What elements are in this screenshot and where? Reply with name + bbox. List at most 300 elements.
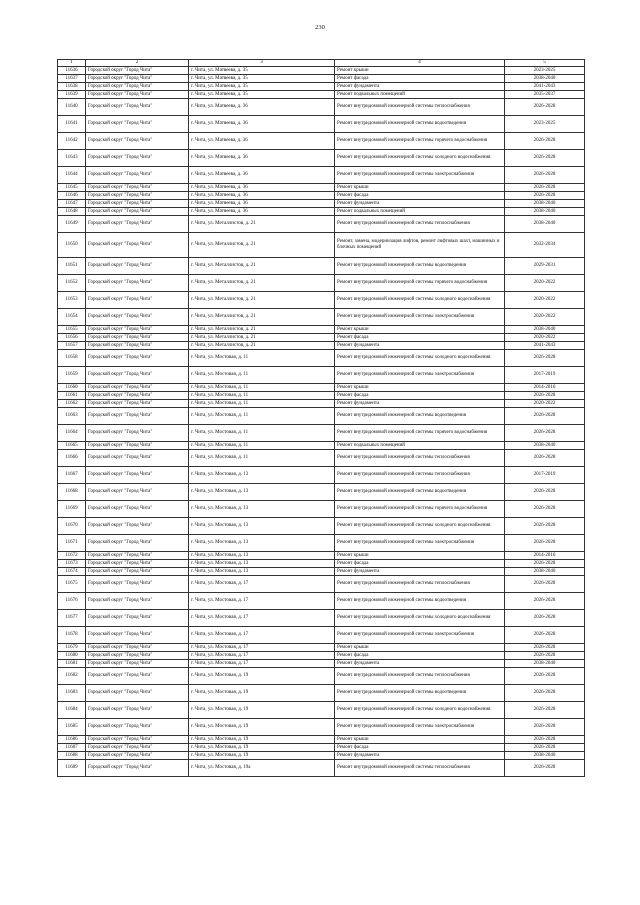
period-cell: 2020-2022 <box>505 334 585 342</box>
row-number: 11640 <box>58 99 86 116</box>
work-type-cell: Ремонт фасада <box>335 334 505 342</box>
period-cell: 2026-2028 <box>505 133 585 150</box>
row-number: 11657 <box>58 342 86 350</box>
work-type-cell: Ремонт фасада <box>335 392 505 400</box>
row-number: 11683 <box>58 685 86 702</box>
address-cell: г. Чита, ул. Мостовая, д. 13 <box>189 535 335 552</box>
row-number: 11661 <box>58 392 86 400</box>
work-type-cell: Ремонт фундамента <box>335 342 505 350</box>
municipality-cell: Городской округ "Город Чита" <box>86 644 189 652</box>
work-type-cell: Ремонт внутридомовой инженерной системы холодного водоснабжения <box>335 150 505 167</box>
table-row <box>58 685 585 702</box>
row-number: 11674 <box>58 568 86 576</box>
address-cell: г. Чита, ул. Мостовая, д. 17 <box>189 610 335 627</box>
row-number: 11668 <box>58 484 86 501</box>
municipality-cell: Городской округ "Город Чита" <box>86 334 189 342</box>
work-type-cell: Ремонт внутридомовой инженерной системы холодного водоснабжения <box>335 702 505 719</box>
table-row <box>58 736 585 744</box>
period-cell: 2041-2043 <box>505 83 585 91</box>
address-cell: г. Чита, ул. Матвеева, д. 36 <box>189 99 335 116</box>
work-type-cell: Ремонт крыши <box>335 326 505 334</box>
row-number: 11656 <box>58 334 86 342</box>
address-cell: г. Чита, ул. Матвеева, д. 35 <box>189 75 335 83</box>
address-cell: г. Чита, ул. Металлистов, д. 21 <box>189 342 335 350</box>
period-cell: 2026-2028 <box>505 501 585 518</box>
municipality-cell: Городской округ "Город Чита" <box>86 133 189 150</box>
row-number: 11658 <box>58 350 86 367</box>
work-type-cell: Ремонт внутридомовой инженерной системы теплоснабжения <box>335 99 505 116</box>
period-cell: 2038-2040 <box>505 208 585 216</box>
municipality-cell: Городской округ "Город Чита" <box>86 568 189 576</box>
period-cell: 2038-2040 <box>505 568 585 576</box>
municipality-cell: Городской округ "Город Чита" <box>86 192 189 200</box>
row-number: 11655 <box>58 326 86 334</box>
row-number: 11650 <box>58 233 86 258</box>
row-number: 11671 <box>58 535 86 552</box>
period-cell: 2026-2028 <box>505 150 585 167</box>
work-type-cell: Ремонт внутридомовой инженерной системы водоотведения <box>335 484 505 501</box>
period-cell: 2029-2031 <box>505 258 585 275</box>
municipality-cell: Городской округ "Город Чита" <box>86 576 189 593</box>
column-header: 1 <box>58 60 86 67</box>
address-cell: г. Чита, ул. Матвеева, д. 36 <box>189 133 335 150</box>
work-type-cell: Ремонт, замена, модернизация лифтов, ремонт лифтовых шахт, машинных и блочных помещений <box>335 233 505 258</box>
row-number: 11648 <box>58 208 86 216</box>
municipality-cell: Городской округ "Город Чита" <box>86 744 189 752</box>
municipality-cell: Городской округ "Город Чита" <box>86 167 189 184</box>
municipality-cell: Городской округ "Город Чита" <box>86 702 189 719</box>
address-cell: г. Чита, ул. Металлистов, д. 21 <box>189 258 335 275</box>
municipality-cell: Городской округ "Город Чита" <box>86 216 189 233</box>
period-cell: 2041-2043 <box>505 342 585 350</box>
period-cell: 2032-2034 <box>505 233 585 258</box>
work-type-cell: Ремонт внутридомовой инженерной системы теплоснабжения <box>335 760 505 777</box>
period-cell: 2026-2028 <box>505 760 585 777</box>
period-cell: 2014-2016 <box>505 384 585 392</box>
table-row <box>58 535 585 552</box>
work-type-cell: Ремонт фасада <box>335 744 505 752</box>
address-cell: г. Чита, ул. Матвеева, д. 36 <box>189 116 335 133</box>
work-type-cell: Ремонт внутридомовой инженерной системы электроснабжения <box>335 719 505 736</box>
address-cell: г. Чита, ул. Мостовая, д. 13 <box>189 501 335 518</box>
municipality-cell: Городской округ "Город Чита" <box>86 400 189 408</box>
period-cell: 2026-2028 <box>505 610 585 627</box>
municipality-cell: Городской округ "Город Чита" <box>86 501 189 518</box>
municipality-cell: Городской округ "Город Чита" <box>86 484 189 501</box>
municipality-cell: Городской округ "Город Чита" <box>86 91 189 99</box>
period-cell: 2026-2028 <box>505 668 585 685</box>
table-row <box>58 133 585 150</box>
municipality-cell: Городской округ "Город Чита" <box>86 736 189 744</box>
municipality-cell: Городской округ "Город Чита" <box>86 442 189 450</box>
address-cell: г. Чита, ул. Мостовая, д. 11 <box>189 450 335 467</box>
work-type-cell: Ремонт внутридомовой инженерной системы водоотведения <box>335 116 505 133</box>
work-type-cell: Ремонт крыши <box>335 736 505 744</box>
address-cell: г. Чита, ул. Мостовая, д. 17 <box>189 660 335 668</box>
period-cell: 2023-2025 <box>505 116 585 133</box>
row-number: 11670 <box>58 518 86 535</box>
row-number: 11675 <box>58 576 86 593</box>
municipality-cell: Городской округ "Город Чита" <box>86 99 189 116</box>
row-number: 11689 <box>58 760 86 777</box>
period-cell: 2026-2028 <box>505 593 585 610</box>
municipality-cell: Городской округ "Город Чита" <box>86 67 189 75</box>
address-cell: г. Чита, ул. Мостовая, д. 11 <box>189 350 335 367</box>
period-cell: 2035-2037 <box>505 91 585 99</box>
row-number: 11667 <box>58 467 86 484</box>
address-cell: г. Чита, ул. Мостовая, д. 11 <box>189 400 335 408</box>
table-row <box>58 568 585 576</box>
period-cell: 2026-2028 <box>505 184 585 192</box>
work-type-cell: Ремонт подвальных помещений <box>335 442 505 450</box>
work-type-cell: Ремонт внутридомовой инженерной системы холодного водоснабжения <box>335 292 505 309</box>
municipality-cell: Городской округ "Город Чита" <box>86 258 189 275</box>
row-number: 11681 <box>58 660 86 668</box>
row-number: 11677 <box>58 610 86 627</box>
work-type-cell: Ремонт внутридомовой инженерной системы водоотведения <box>335 593 505 610</box>
work-type-cell: Ремонт внутридомовой инженерной системы холодного водоснабжения <box>335 518 505 535</box>
period-cell: 2017-2019 <box>505 467 585 484</box>
address-cell: г. Чита, ул. Мостовая, д. 17 <box>189 576 335 593</box>
work-type-cell: Ремонт внутридомовой инженерной системы холодного водоснабжения <box>335 350 505 367</box>
table-row <box>58 593 585 610</box>
address-cell: г. Чита, ул. Мостовая, д. 11 <box>189 384 335 392</box>
row-number: 11687 <box>58 744 86 752</box>
municipality-cell: Городской округ "Город Чита" <box>86 233 189 258</box>
period-cell: 2026-2028 <box>505 425 585 442</box>
table-row <box>58 208 585 216</box>
work-type-cell: Ремонт внутридомовой инженерной системы теплоснабжения <box>335 467 505 484</box>
row-number: 11673 <box>58 560 86 568</box>
row-number: 11652 <box>58 275 86 292</box>
work-type-cell: Ремонт внутридомовой инженерной системы холодного водоснабжения <box>335 610 505 627</box>
address-cell: г. Чита, ул. Мостовая, д. 11 <box>189 442 335 450</box>
period-cell: 2026-2028 <box>505 392 585 400</box>
municipality-cell: Городской округ "Город Чита" <box>86 184 189 192</box>
table-row <box>58 367 585 384</box>
work-type-cell: Ремонт внутридомовой инженерной системы теплоснабжения <box>335 576 505 593</box>
address-cell: г. Чита, ул. Мостовая, д. 11 <box>189 392 335 400</box>
period-cell: 2026-2028 <box>505 576 585 593</box>
municipality-cell: Городской округ "Город Чита" <box>86 450 189 467</box>
table-row <box>58 560 585 568</box>
municipality-cell: Городской округ "Город Чита" <box>86 292 189 309</box>
row-number: 11660 <box>58 384 86 392</box>
period-cell: 2026-2028 <box>505 518 585 535</box>
municipality-cell: Городской округ "Город Чита" <box>86 610 189 627</box>
address-cell: г. Чита, ул. Мостовая, д. 13 <box>189 552 335 560</box>
row-number: 11678 <box>58 627 86 644</box>
municipality-cell: Городской округ "Город Чита" <box>86 652 189 660</box>
row-number: 11659 <box>58 367 86 384</box>
address-cell: г. Чита, ул. Матвеева, д. 35 <box>189 83 335 91</box>
period-cell: 2038-2040 <box>505 442 585 450</box>
work-type-cell: Ремонт фундамента <box>335 660 505 668</box>
work-type-cell: Ремонт фасада <box>335 75 505 83</box>
municipality-cell: Городской округ "Город Чита" <box>86 83 189 91</box>
municipality-cell: Городской округ "Город Чита" <box>86 552 189 560</box>
address-cell: г. Чита, ул. Матвеева, д. 35 <box>189 91 335 99</box>
period-cell: 2026-2028 <box>505 652 585 660</box>
work-type-cell: Ремонт внутридомовой инженерной системы электроснабжения <box>335 167 505 184</box>
address-cell: г. Чита, ул. Металлистов, д. 21 <box>189 216 335 233</box>
period-cell: 2026-2028 <box>505 627 585 644</box>
row-number: 11669 <box>58 501 86 518</box>
address-cell: г. Чита, ул. Матвеева, д. 36 <box>189 200 335 208</box>
row-number: 11643 <box>58 150 86 167</box>
address-cell: г. Чита, ул. Мостовая, д. 19 <box>189 736 335 744</box>
row-number: 11682 <box>58 668 86 685</box>
municipality-cell: Городской округ "Город Чита" <box>86 668 189 685</box>
municipality-cell: Городской округ "Город Чита" <box>86 275 189 292</box>
table-row <box>58 501 585 518</box>
period-cell: 2026-2028 <box>505 192 585 200</box>
work-type-cell: Ремонт внутридомовой инженерной системы электроснабжения <box>335 367 505 384</box>
work-type-cell: Ремонт внутридомовой инженерной системы водоотведения <box>335 685 505 702</box>
row-number: 11639 <box>58 91 86 99</box>
address-cell: г. Чита, ул. Мостовая, д. 13 <box>189 518 335 535</box>
table-row <box>58 442 585 450</box>
municipality-cell: Городской округ "Город Чита" <box>86 560 189 568</box>
period-cell: 2020-2022 <box>505 309 585 326</box>
municipality-cell: Городской округ "Город Чита" <box>86 309 189 326</box>
address-cell: г. Чита, ул. Мостовая, д. 13 <box>189 568 335 576</box>
table-row <box>58 150 585 167</box>
table-row <box>58 744 585 752</box>
row-number: 11680 <box>58 652 86 660</box>
municipality-cell: Городской округ "Город Чита" <box>86 342 189 350</box>
work-type-cell: Ремонт подвальных помещений <box>335 208 505 216</box>
work-type-cell: Ремонт внутридомовой инженерной системы теплоснабжения <box>335 450 505 467</box>
work-type-cell: Ремонт крыши <box>335 552 505 560</box>
address-cell: г. Чита, ул. Матвеева, д. 36 <box>189 150 335 167</box>
address-cell: г. Чита, ул. Металлистов, д. 21 <box>189 326 335 334</box>
address-cell: г. Чита, ул. Мостовая, д. 17 <box>189 593 335 610</box>
work-type-cell: Ремонт фундамента <box>335 200 505 208</box>
work-type-cell: Ремонт внутридомовой инженерной системы горячего водоснабжения <box>335 133 505 150</box>
row-number: 11636 <box>58 67 86 75</box>
work-type-cell: Ремонт крыши <box>335 384 505 392</box>
work-type-cell: Ремонт фасада <box>335 652 505 660</box>
municipality-cell: Городской округ "Город Чита" <box>86 208 189 216</box>
table-body <box>58 67 585 777</box>
period-cell: 2026-2028 <box>505 484 585 501</box>
row-number: 11637 <box>58 75 86 83</box>
row-number: 11666 <box>58 450 86 467</box>
address-cell: г. Чита, ул. Мостовая, д. 13 <box>189 467 335 484</box>
period-cell: 2038-2040 <box>505 326 585 334</box>
period-cell: 2017-2019 <box>505 367 585 384</box>
municipality-cell: Городской округ "Город Чита" <box>86 392 189 400</box>
municipality-cell: Городской округ "Город Чита" <box>86 593 189 610</box>
period-cell: 2038-2040 <box>505 660 585 668</box>
municipality-cell: Городской округ "Город Чита" <box>86 627 189 644</box>
table-row <box>58 342 585 350</box>
municipality-cell: Городской округ "Город Чита" <box>86 116 189 133</box>
period-cell: 2038-2040 <box>505 216 585 233</box>
table-row <box>58 518 585 535</box>
table-row <box>58 184 585 192</box>
address-cell: г. Чита, ул. Матвеева, д. 35 <box>189 67 335 75</box>
work-type-cell: Ремонт внутридомовой инженерной системы электроснабжения <box>335 309 505 326</box>
table-row <box>58 384 585 392</box>
address-cell: г. Чита, ул. Матвеева, д. 36 <box>189 192 335 200</box>
row-number: 11685 <box>58 719 86 736</box>
period-cell: 2014-2016 <box>505 552 585 560</box>
work-type-cell: Ремонт внутридомовой инженерной системы горячего водоснабжения <box>335 501 505 518</box>
municipality-cell: Городской округ "Город Чита" <box>86 326 189 334</box>
period-cell: 2020-2022 <box>505 275 585 292</box>
address-cell: г. Чита, ул. Мостовая, д. 13 <box>189 484 335 501</box>
table-row <box>58 99 585 116</box>
row-number: 11662 <box>58 400 86 408</box>
address-cell: г. Чита, ул. Металлистов, д. 21 <box>189 233 335 258</box>
row-number: 11642 <box>58 133 86 150</box>
row-number: 11665 <box>58 442 86 450</box>
table-row <box>58 627 585 644</box>
municipality-cell: Городской округ "Город Чита" <box>86 367 189 384</box>
municipality-cell: Городской округ "Город Чита" <box>86 719 189 736</box>
row-number: 11654 <box>58 309 86 326</box>
column-header: 2 <box>86 60 189 67</box>
period-cell: 2023-2025 <box>505 67 585 75</box>
address-cell: г. Чита, ул. Мостовая, д. 13 <box>189 560 335 568</box>
period-cell: 2038-2040 <box>505 75 585 83</box>
period-cell: 2038-2040 <box>505 200 585 208</box>
address-cell: г. Чита, ул. Мостовая, д. 17 <box>189 627 335 644</box>
municipality-cell: Городской округ "Город Чита" <box>86 752 189 760</box>
municipality-cell: Городской округ "Город Чита" <box>86 535 189 552</box>
table-row <box>58 408 585 425</box>
address-cell: г. Чита, ул. Металлистов, д. 21 <box>189 292 335 309</box>
table-row <box>58 425 585 442</box>
period-cell: 2026-2028 <box>505 744 585 752</box>
address-cell: г. Чита, ул. Мостовая, д. 19 <box>189 668 335 685</box>
work-type-cell: Ремонт крыши <box>335 644 505 652</box>
table-row <box>58 258 585 275</box>
period-cell: 2026-2028 <box>505 350 585 367</box>
address-cell: г. Чита, ул. Мостовая, д. 19 <box>189 752 335 760</box>
row-number: 11686 <box>58 736 86 744</box>
table-row <box>58 644 585 652</box>
work-type-cell: Ремонт внутридомовой инженерной системы водоотведения <box>335 408 505 425</box>
row-number: 11647 <box>58 200 86 208</box>
row-number: 11653 <box>58 292 86 309</box>
municipality-cell: Городской округ "Город Чита" <box>86 760 189 777</box>
address-cell: г. Чита, ул. Матвеева, д. 36 <box>189 167 335 184</box>
table-row <box>58 75 585 83</box>
work-type-cell: Ремонт внутридомовой инженерной системы горячего водоснабжения <box>335 275 505 292</box>
row-number: 11676 <box>58 593 86 610</box>
address-cell: г. Чита, ул. Мостовая, д. 19а <box>189 760 335 777</box>
period-cell: 2026-2028 <box>505 450 585 467</box>
work-type-cell: Ремонт фасада <box>335 192 505 200</box>
row-number: 11646 <box>58 192 86 200</box>
table-row <box>58 760 585 777</box>
municipality-cell: Городской округ "Город Чита" <box>86 384 189 392</box>
address-cell: г. Чита, ул. Мостовая, д. 19 <box>189 702 335 719</box>
period-cell: 2026-2028 <box>505 736 585 744</box>
table-row <box>58 91 585 99</box>
table-row <box>58 292 585 309</box>
table-row <box>58 610 585 627</box>
row-number: 11644 <box>58 167 86 184</box>
municipality-cell: Городской округ "Город Чита" <box>86 467 189 484</box>
period-cell: 2020-2022 <box>505 400 585 408</box>
table-row <box>58 752 585 760</box>
table-row <box>58 702 585 719</box>
table-row <box>58 275 585 292</box>
address-cell: г. Чита, ул. Металлистов, д. 21 <box>189 309 335 326</box>
row-number: 11649 <box>58 216 86 233</box>
period-cell: 2026-2028 <box>505 560 585 568</box>
municipality-cell: Городской округ "Город Чита" <box>86 660 189 668</box>
address-cell: г. Чита, ул. Металлистов, д. 21 <box>189 334 335 342</box>
row-number: 11664 <box>58 425 86 442</box>
work-type-cell: Ремонт фундамента <box>335 83 505 91</box>
address-cell: г. Чита, ул. Металлистов, д. 21 <box>189 275 335 292</box>
municipality-cell: Городской округ "Город Чита" <box>86 75 189 83</box>
table-row <box>58 392 585 400</box>
work-type-cell: Ремонт крыши <box>335 184 505 192</box>
table-row <box>58 719 585 736</box>
column-header: 4 <box>335 60 505 67</box>
row-number: 11638 <box>58 83 86 91</box>
table-row <box>58 484 585 501</box>
work-type-cell: Ремонт внутридомовой инженерной системы электроснабжения <box>335 627 505 644</box>
municipality-cell: Городской округ "Город Чита" <box>86 408 189 425</box>
work-type-cell: Ремонт внутридомовой инженерной системы водоотведения <box>335 258 505 275</box>
row-number: 11684 <box>58 702 86 719</box>
period-cell: 2026-2028 <box>505 167 585 184</box>
address-cell: г. Чита, ул. Мостовая, д. 17 <box>189 652 335 660</box>
address-cell: г. Чита, ул. Мостовая, д. 19 <box>189 719 335 736</box>
table-row <box>58 652 585 660</box>
table-row <box>58 660 585 668</box>
row-number: 11641 <box>58 116 86 133</box>
repair-schedule-table <box>57 59 585 777</box>
period-cell: 2020-2022 <box>505 292 585 309</box>
table-row <box>58 668 585 685</box>
work-type-cell: Ремонт внутридомовой инженерной системы электроснабжения <box>335 535 505 552</box>
table-row <box>58 350 585 367</box>
municipality-cell: Городской округ "Город Чита" <box>86 518 189 535</box>
address-cell: г. Чита, ул. Мостовая, д. 17 <box>189 644 335 652</box>
municipality-cell: Городской округ "Город Чита" <box>86 350 189 367</box>
column-header: 5 <box>505 60 585 67</box>
address-cell: г. Чита, ул. Мостовая, д. 11 <box>189 367 335 384</box>
period-cell: 2026-2028 <box>505 702 585 719</box>
work-type-cell: Ремонт крыши <box>335 67 505 75</box>
address-cell: г. Чита, ул. Мостовая, д. 19 <box>189 685 335 702</box>
period-cell: 2026-2028 <box>505 535 585 552</box>
table-row <box>58 116 585 133</box>
table-row <box>58 450 585 467</box>
work-type-cell: Ремонт фундамента <box>335 400 505 408</box>
table-row <box>58 334 585 342</box>
municipality-cell: Городской округ "Город Чита" <box>86 150 189 167</box>
column-header: 3 <box>189 60 335 67</box>
table-row <box>58 167 585 184</box>
address-cell: г. Чита, ул. Мостовая, д. 11 <box>189 425 335 442</box>
table-row <box>58 192 585 200</box>
table-row <box>58 233 585 258</box>
table-row <box>58 67 585 75</box>
table-row <box>58 326 585 334</box>
row-number: 11679 <box>58 644 86 652</box>
work-type-cell: Ремонт фундамента <box>335 568 505 576</box>
period-cell: 2026-2028 <box>505 719 585 736</box>
